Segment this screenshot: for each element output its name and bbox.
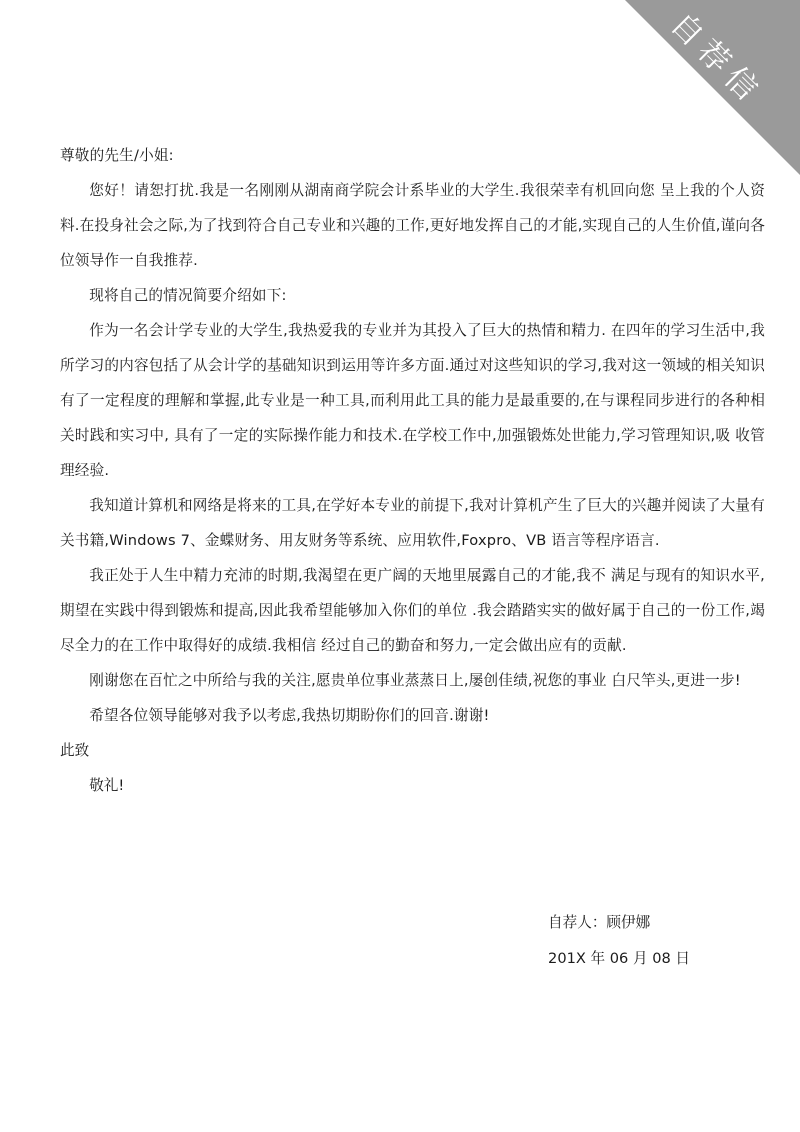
paragraph-computer-skills: 我知道计算机和网络是将来的工具,在学好本专业的前提下,我对计算机产生了巨大的兴趣并阅读了大量有关书籍,Windows 7、金蝶财务、用友财务等系统、应用软件,Foxpro、VB 语言等程序语言. (60, 497, 765, 549)
paragraph-thanks: 刚谢您在百忙之中所给与我的关注,愿贵单位事业蒸蒸日上,屡创佳绩,祝您的事业 白尺竿头,更进一步! (89, 672, 741, 689)
paragraph-intro-heading: 现将自己的情况简要介绍如下: (89, 287, 287, 304)
signature-date: 201X 年 06 月 08 日 (548, 950, 690, 967)
letter-body (60, 138, 765, 803)
closing-salute: 敬礼! (89, 777, 125, 794)
paragraph-opening: 您好！请恕打扰.我是一名刚刚从湖南商学院会计系毕业的大学生.我很荣幸有机回向您 呈上我的个人资料.在投身社会之际,为了找到符合自己专业和兴趣的工作,更好地发挥自己的才能,实现自己的人生价值,谨向各位领导作一自我推荐. (60, 182, 765, 269)
signature-block (548, 905, 690, 977)
paragraph-major-background: 作为一名会计学专业的大学生,我热爱我的专业并为其投入了巨大的热情和精力. 在四年的学习生活中,我所学习的内容包括了从会计学的基础知识到运用等许多方面.通过对这些知识的学习,我对这一领域的相关知识有了一定程度的理解和掌握,此专业是一种工具,而利用此工具的能力是最重要的,在与课程同步进行的各种相关时践和实习中, 具有了一定的实际操作能力和技术.在学校工作中,加强锻炼处世能力,学习管理知识,吸 收管理经验. (60, 322, 765, 479)
salutation: 尊敬的先生/小姐: (60, 147, 174, 164)
signature-name: 自荐人：顾伊娜 (548, 914, 651, 931)
paragraph-request-reply: 希望各位领导能够对我予以考虑,我热切期盼你们的回音.谢谢! (89, 707, 490, 724)
closing-word: 此致 (60, 742, 90, 759)
paragraph-aspiration: 我正处于人生中精力充沛的时期,我渴望在更广阔的天地里展露自己的才能,我不 满足与现有的知识水平,期望在实践中得到锻炼和提高,因此我希望能够加入你们的单位 .我会踏踏实实的做好属于自己的一份工作,竭尽全力的在工作中取得好的成绩.我相信 经过自己的勤奋和努力,一定会做出应有的贡献. (60, 567, 765, 654)
ribbon-label: 自荐信 (663, 6, 770, 113)
